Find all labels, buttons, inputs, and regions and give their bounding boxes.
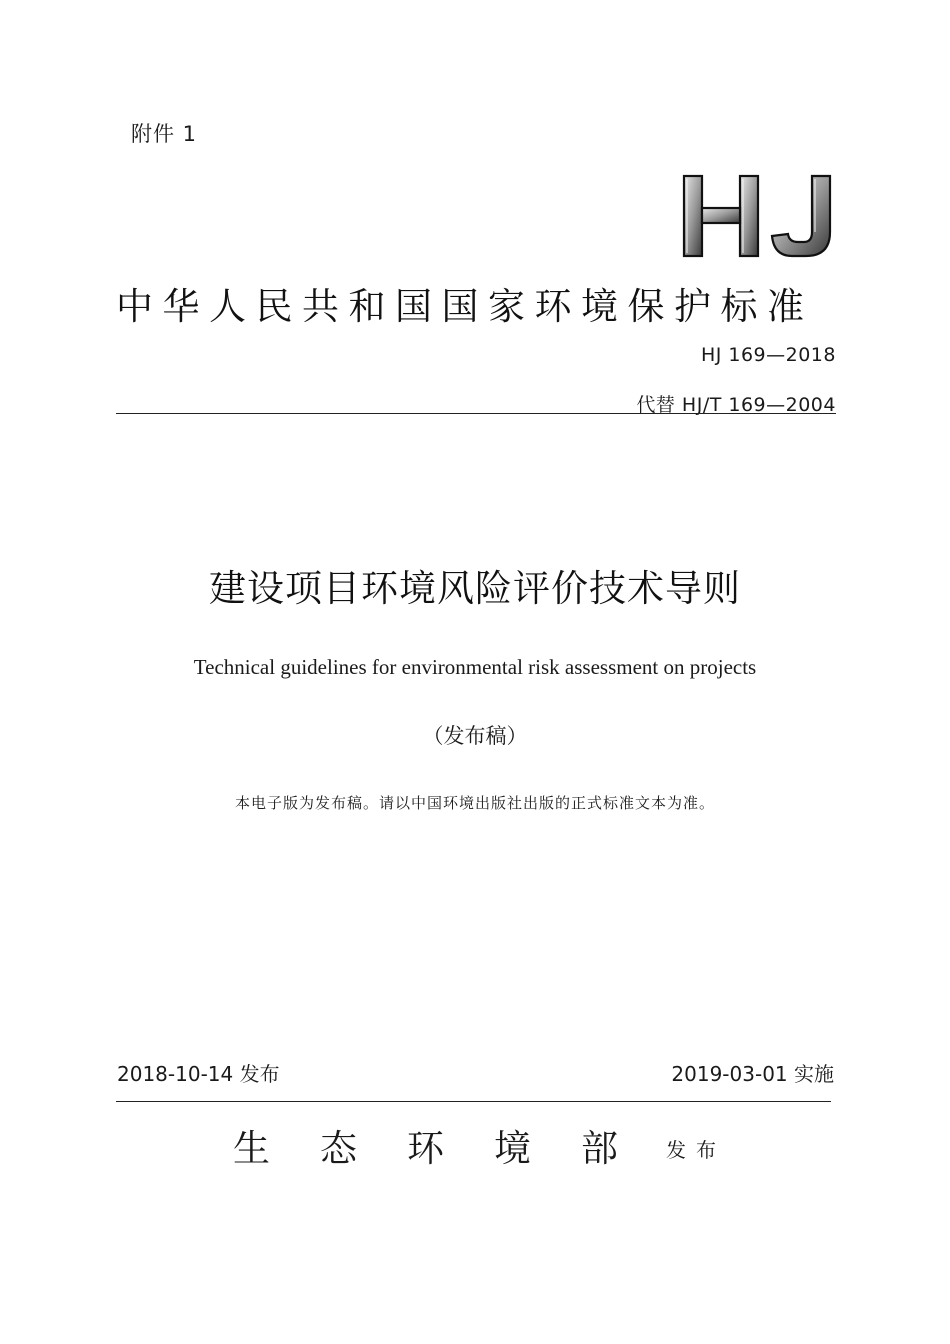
hj-logo	[676, 172, 836, 260]
issuing-authority: 生态环境部	[233, 1127, 668, 1170]
draft-label: （发布稿）	[422, 724, 528, 748]
bottom-divider	[116, 1101, 831, 1102]
top-divider	[116, 413, 836, 414]
issue-word: 发布	[666, 1138, 726, 1162]
replaces-standard: 代替 HJ/T 169—2004	[636, 394, 836, 416]
org-title: 中华人民共和国国家环境保护标准	[116, 285, 814, 328]
issue-date: 2018-10-14 发布	[117, 1062, 280, 1086]
notice-text: 本电子版为发布稿。请以中国环境出版社出版的正式标准文本为准。	[234, 794, 715, 812]
english-title: Technical guidelines for environmental risk assessment on projects	[193, 655, 757, 679]
attachment-label: 附件 1	[131, 122, 198, 146]
document-title: 建设项目环境风险评价技术导则	[209, 567, 741, 610]
standard-number: HJ 169—2018	[700, 344, 836, 366]
effective-date: 2019-03-01 实施	[671, 1062, 834, 1086]
